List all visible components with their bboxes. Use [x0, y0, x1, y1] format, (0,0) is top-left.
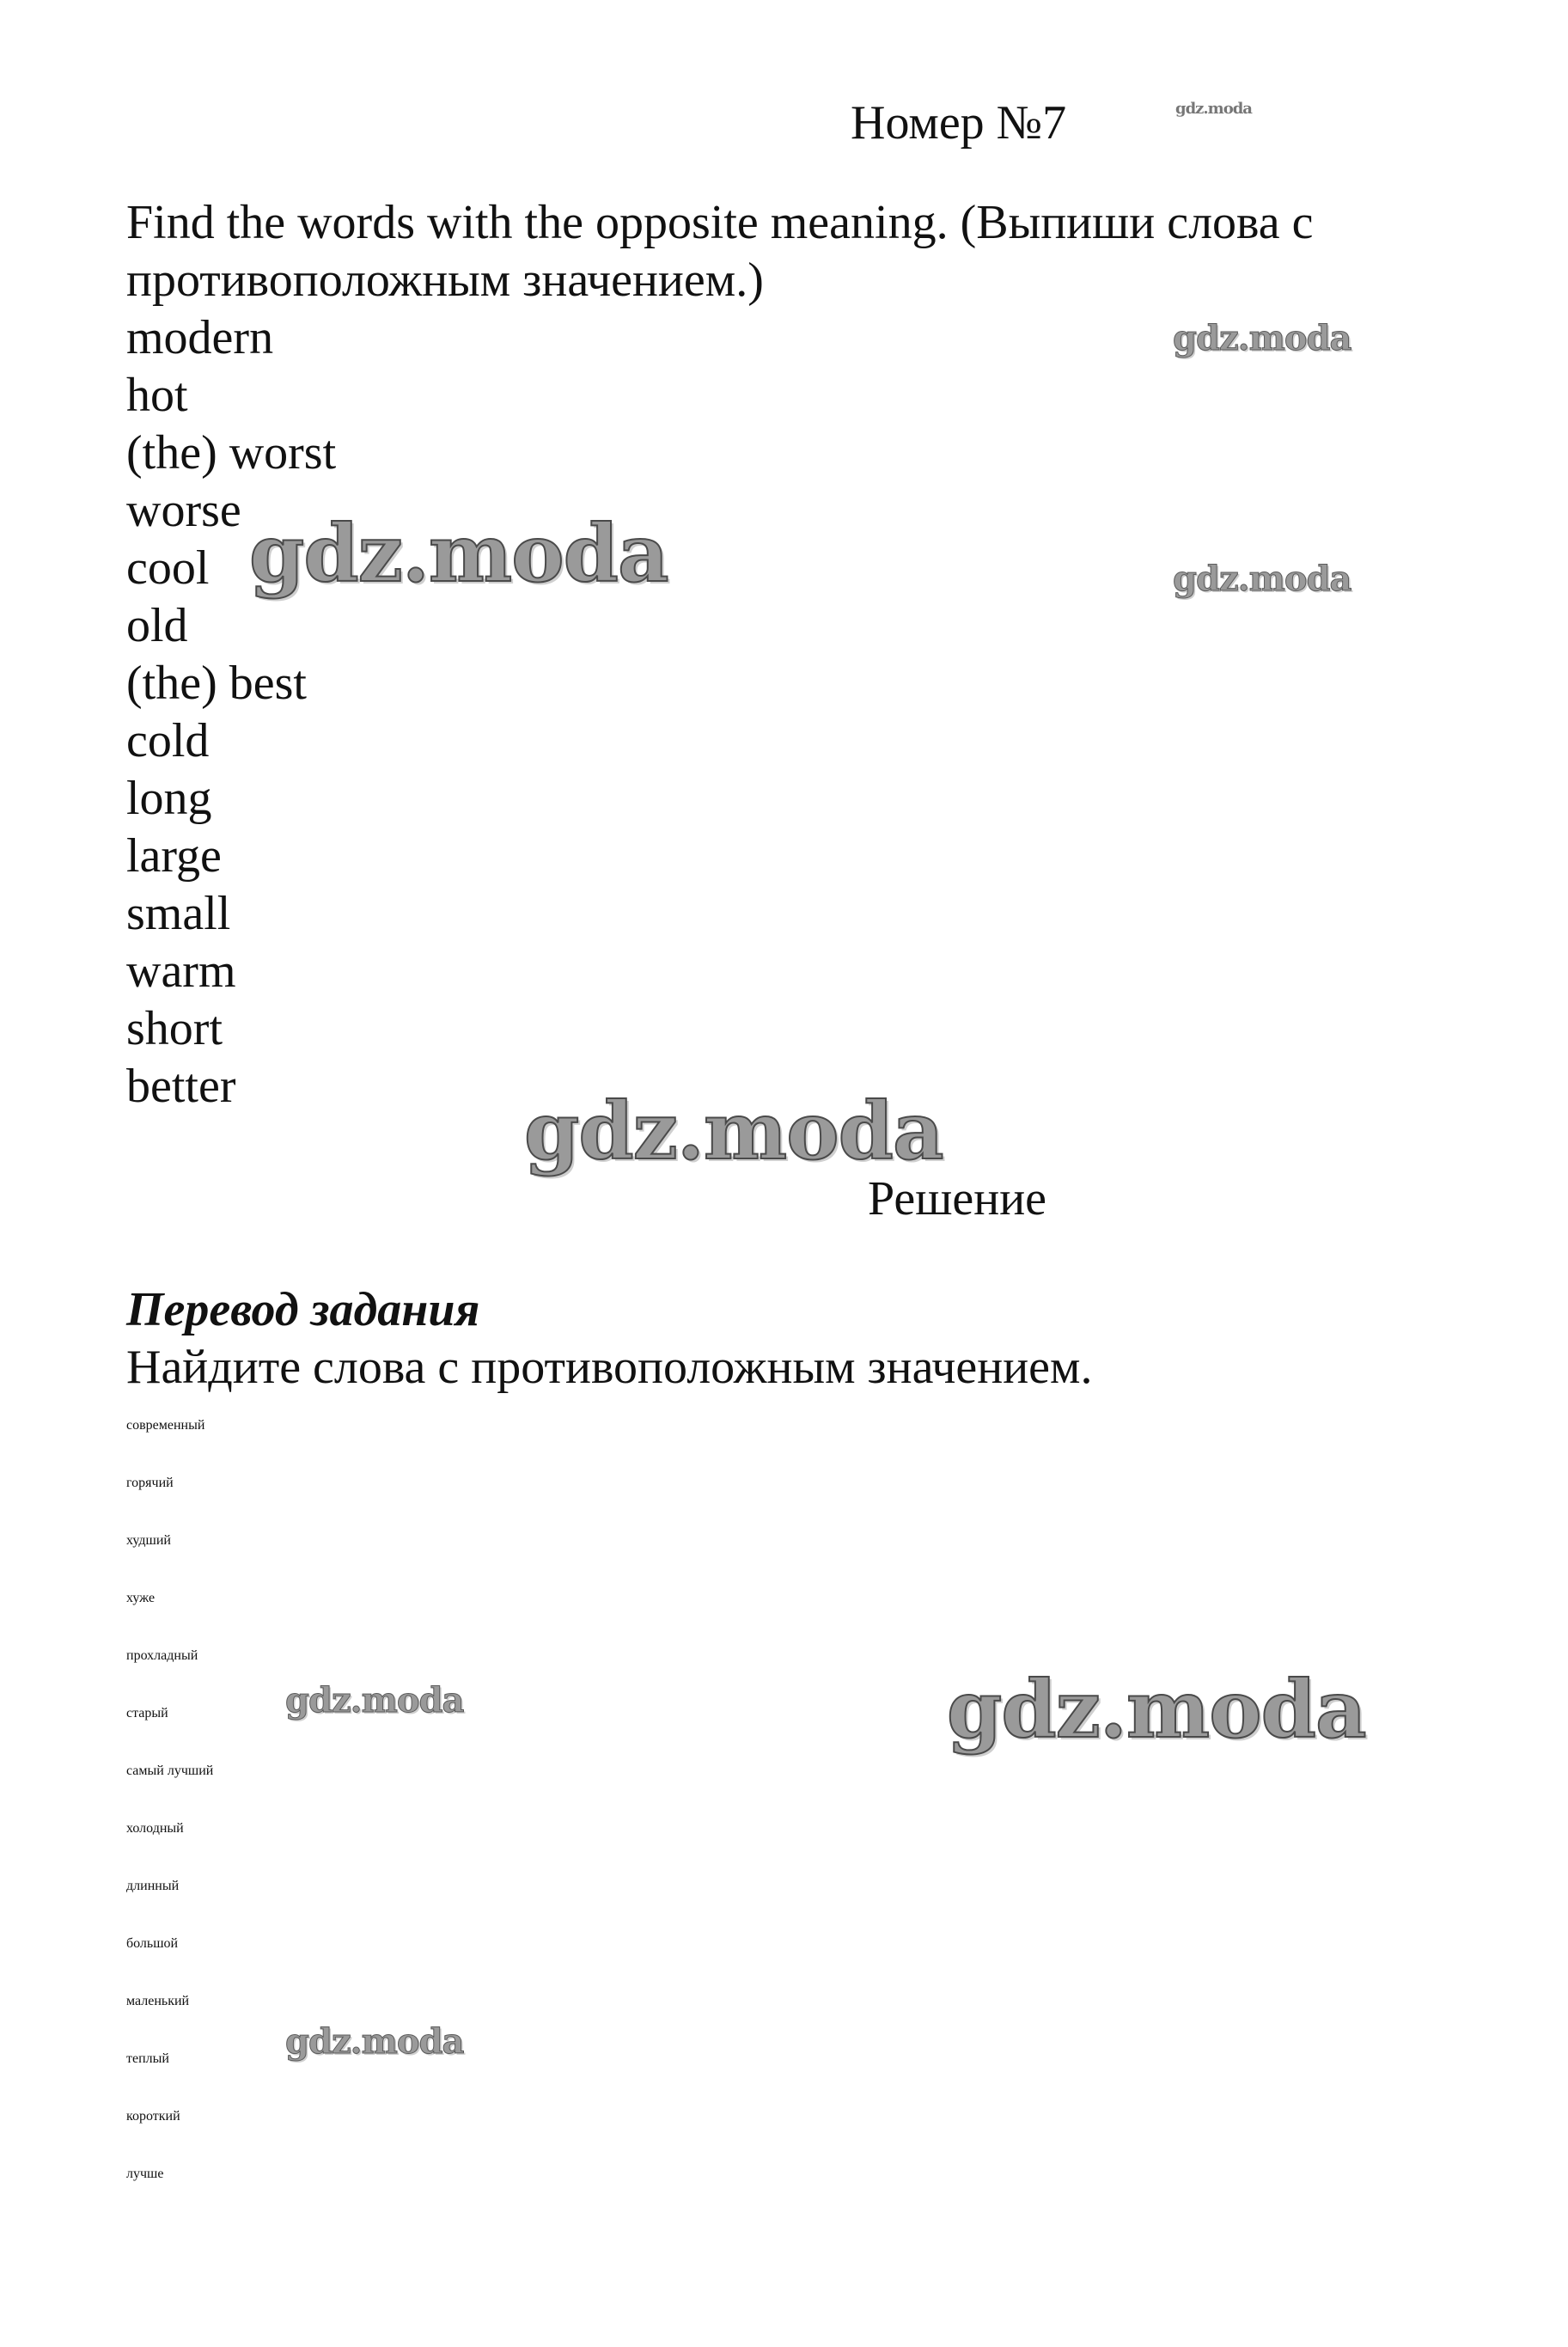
list-item: прохладный	[126, 1648, 198, 1663]
list-item: маленький	[126, 1994, 190, 2008]
list-item: large	[126, 829, 222, 883]
list-item: горячий	[126, 1476, 174, 1490]
english-word-list	[126, 309, 1467, 1115]
list-item: самый лучший	[126, 1763, 214, 1778]
list-item: (the) best	[126, 657, 307, 710]
russian-word-list	[126, 1397, 1467, 2203]
list-item: worse	[126, 484, 241, 537]
watermark: gdz.moda	[249, 507, 668, 600]
watermark: gdz.moda	[524, 1085, 943, 1177]
list-item: short	[126, 1002, 223, 1055]
watermark: gdz.moda	[1173, 318, 1351, 358]
list-item: hot	[126, 369, 188, 422]
translation-instruction: Найдите слова с противоположным значением.	[126, 1341, 1093, 1394]
list-item: (the) worst	[126, 426, 337, 480]
watermark: gdz.moda	[285, 2021, 464, 2062]
watermark: gdz.moda	[1173, 559, 1351, 599]
list-item: хуже	[126, 1591, 156, 1605]
list-item: лучше	[126, 2167, 164, 2181]
task-instruction: Find the words with the opposite meaning. (Выпиши слова с противоположным значением.)	[126, 196, 1314, 307]
watermark: gdz.moda	[285, 1680, 464, 1721]
list-item: старый	[126, 1706, 168, 1721]
list-item: long	[126, 772, 212, 825]
list-item: small	[126, 887, 231, 940]
list-item: warm	[126, 944, 236, 998]
solution-label: Решение	[868, 1172, 1047, 1225]
page-title: Номер №7	[851, 96, 1067, 150]
list-item: длинный	[126, 1879, 180, 1893]
list-item: холодный	[126, 1821, 184, 1836]
list-item: better	[126, 1060, 236, 1113]
list-item: современный	[126, 1418, 205, 1433]
list-item: худший	[126, 1533, 171, 1548]
list-item: короткий	[126, 2109, 180, 2124]
list-item: cool	[126, 541, 210, 595]
list-item: modern	[126, 311, 274, 364]
list-item: теплый	[126, 2051, 169, 2066]
watermark: gdz.moda	[947, 1663, 1366, 1756]
list-item: old	[126, 599, 188, 652]
list-item: cold	[126, 714, 210, 767]
watermark: gdz.moda	[1175, 100, 1252, 118]
translation-heading: Перевод задания	[126, 1283, 480, 1336]
list-item: большой	[126, 1936, 179, 1951]
